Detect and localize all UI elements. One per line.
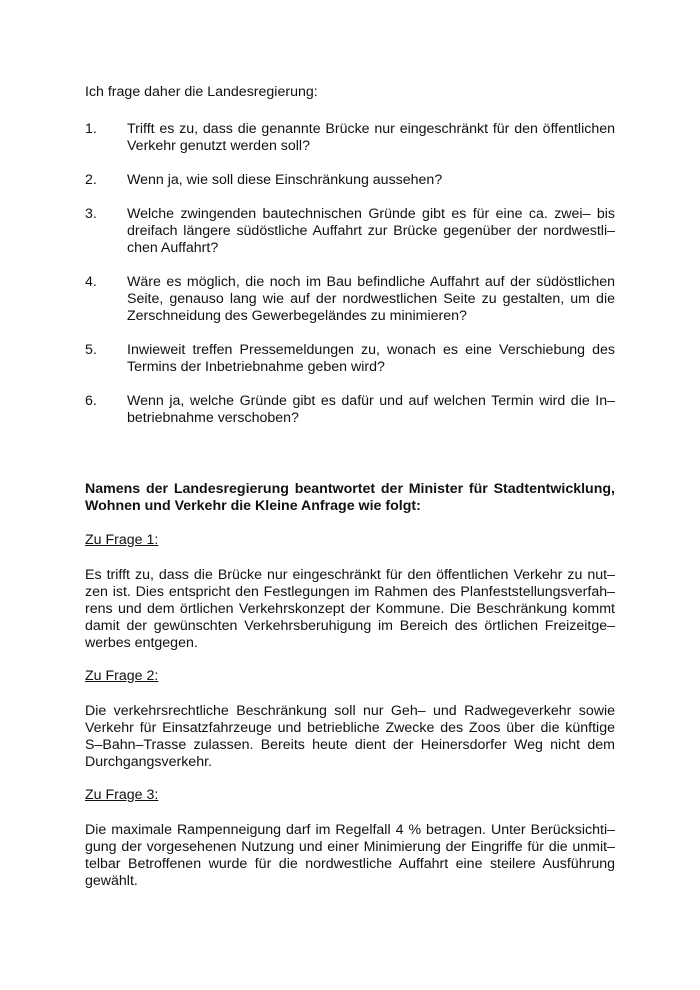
answer-text-1: Es trifft zu, dass die Brücke nur eingeschränkt für den öffentlichen Verkehr zu nut–zen ist. Dies entspricht den Festlegungen im Rahmen des Planfeststellungsverfah–rens und dem örtlichen Verkehrskonzept der Kommune. Die Beschränkung kommt damit der gewünschten Verkehrsberuhigung im Bereich des örtlichen Freizeitge–werbes entgegen. (85, 567, 615, 651)
question-number: 3. (85, 206, 97, 222)
question-text: Wenn ja, welche Gründe gibt es dafür und auf welchen Termin wird die In–betriebnahme verschoben? (127, 393, 615, 426)
question-list (85, 121, 615, 427)
question-item (85, 121, 615, 155)
question-item (85, 393, 615, 427)
question-text: Wäre es möglich, die noch im Bau befindliche Auffahrt auf der südöstlichen Seite, genauso lang wie auf der nordwestlichen Seite zu gestalten, um die Zerschneidung des Gewerbegeländes zu minimieren? (127, 274, 615, 324)
answer-label-2: Zu Frage 2: (85, 668, 159, 684)
answer-label-3: Zu Frage 3: (85, 787, 159, 803)
question-number: 5. (85, 342, 97, 358)
question-text: Wenn ja, wie soll diese Einschränkung aussehen? (127, 172, 443, 188)
question-text: Welche zwingenden bautechnischen Gründe gibt es für eine ca. zwei– bis dreifach längere südöstliche Auffahrt zur Brücke gegenüber der nordwestli–chen Auffahrt? (127, 206, 615, 256)
question-item (85, 172, 615, 189)
question-item (85, 274, 615, 325)
answer-label-1: Zu Frage 1: (85, 532, 159, 548)
question-item (85, 206, 615, 257)
question-number: 6. (85, 393, 97, 409)
answer-heading: Namens der Landesregierung beantwortet der Minister für Stadtentwicklung, Wohnen und Verkehr die Kleine Anfrage wie folgt: (85, 481, 615, 514)
question-number: 4. (85, 274, 97, 290)
answer-text-3: Die maximale Rampenneigung darf im Regelfall 4 % betragen. Unter Berücksichti–gung der vorgesehenen Nutzung und einer Minimierung der Eingriffe für die unmit–telbar Betroffenen wurde für die nordwestliche Auffahrt eine steilere Ausführung gewählt. (85, 822, 615, 889)
question-text: Trifft es zu, dass die genannte Brücke nur eingeschränkt für den öffentlichen Verkehr genutzt werden soll? (127, 121, 615, 154)
question-number: 2. (85, 172, 97, 188)
question-text: Inwieweit treffen Pressemeldungen zu, wonach es eine Verschiebung des Termins der Inbetriebnahme geben wird? (127, 342, 615, 375)
question-number: 1. (85, 121, 97, 137)
intro-text: Ich frage daher die Landesregierung: (85, 84, 318, 100)
document-page (85, 84, 615, 890)
answer-text-2: Die verkehrsrechtliche Beschränkung soll nur Geh– und Radwegeverkehr sowie Verkehr für Einsatzfahrzeuge und betriebliche Zwecke des Zoos über die künftige S–Bahn–Trasse zulassen. Bereits heute dient der Heinersdorfer Weg nicht dem Durchgangsverkehr. (85, 703, 615, 770)
question-item (85, 342, 615, 376)
